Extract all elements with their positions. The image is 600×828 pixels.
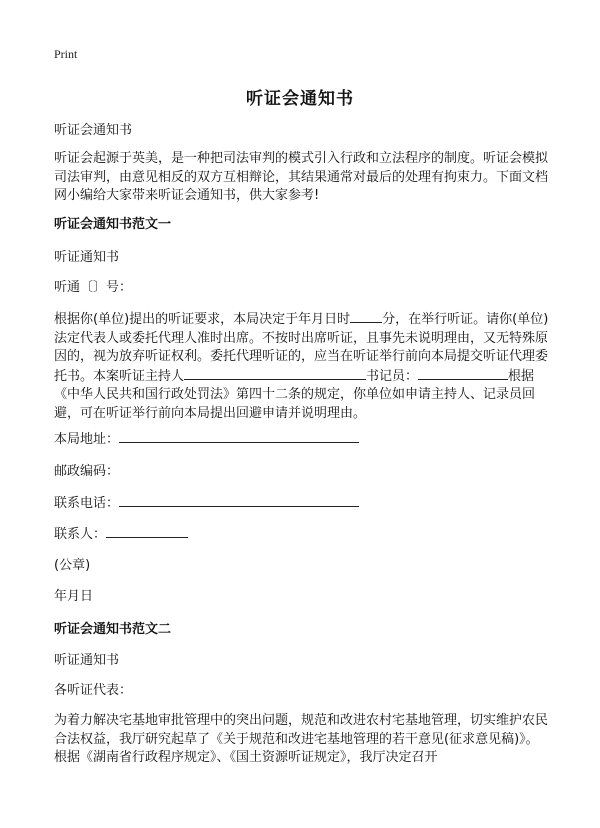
address-row [54,430,546,449]
contact-blank [106,525,188,538]
postcode-row [54,462,546,481]
contact-row [54,525,546,544]
contact-label: 联系人： [54,527,107,542]
body-part-d: 根据《中华人民共和国行政处罚法》第四十二条的规定，你单位如申请主持人、记录员回避，可在听证举行前向本局提出回避申请并说明理由。 [54,368,536,421]
seal-text: (公章) [54,558,91,573]
body-part-b: 分，在举行听证。请你(单位)法定代表人或委托代理人准时出席。不按时出席听证，且事先未说明理由，又无特殊原因的，视为放弃听证权利。委托代理听证的，应当在听证举行前向本局提交听证代理委托书。本案听证主持人 [54,312,549,384]
document-title: 听证会通知书 [246,89,354,109]
address-blank [119,430,359,443]
intro-label: 听证会通知书 [54,123,133,138]
section1-title: 听证通知书 [54,250,120,265]
blank-clerk [418,367,508,380]
salutation: 各听证代表： [54,683,133,698]
phone-blank [119,494,359,507]
body-part-c: 书记员： [366,368,419,384]
section2-heading: 听证会通知书范文二 [54,622,172,637]
address-label: 本局地址： [54,432,120,447]
postcode-label: 邮政编码： [54,464,120,479]
phone-row [54,494,546,513]
date-text: 年月日 [54,589,94,604]
section2-body: 为着力解决宅基地审批管理中的突出问题，规范和改进农村宅基地管理，切实维护农民合法权益，我厅研究起草了《关于规范和改进宅基地管理的若干意见(征求意见稿)》。根据《湖南省行政程序规定》、《国土资源听证规定》，我厅决定召开 [54,713,549,765]
blank-minute [350,310,382,323]
notice-number: 听通〔〕号： [54,280,133,295]
section1-heading: 听证会通知书范文一 [54,217,172,232]
blank-host [184,367,366,380]
body-part-a: 根据你(单位)提出的听证要求，本局决定于年月日时 [54,312,351,327]
section2-title: 听证通知书 [54,653,120,668]
phone-label: 联系电话： [54,496,120,511]
intro-paragraph: 听证会起源于英美，是一种把司法审判的模式引入行政和立法程序的制度。听证会模拟司法审判，由意见相反的双方互相辩论，其结果通常对最后的处理有拘束力。下面文档网小编给大家带来听证会通知书，供大家参考! [54,151,549,203]
print-link[interactable]: Print [54,47,78,61]
section1-body [54,310,550,423]
